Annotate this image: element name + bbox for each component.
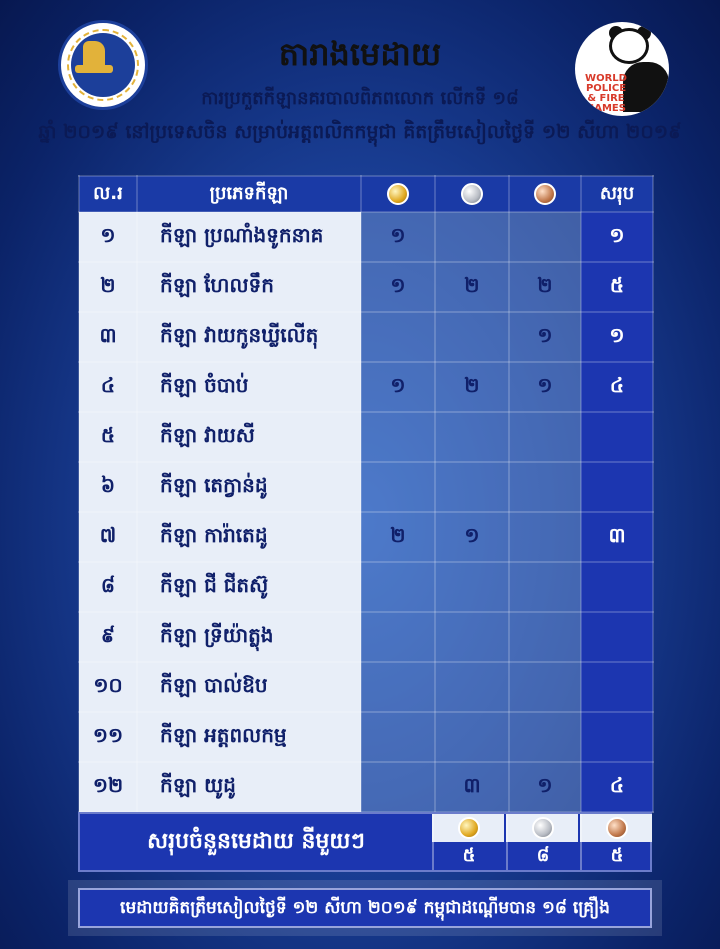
sport-name: កីឡា វាយសី — [137, 412, 361, 462]
sport-name: កីឡា យូដូ — [137, 762, 361, 812]
row-number: ១២ — [79, 762, 137, 812]
world-police-fire-games-logo: WORLD POLICE & FIRE GAMES — [575, 22, 669, 116]
total-count: ១ — [581, 312, 653, 362]
total-count — [581, 662, 653, 712]
silver-count — [435, 712, 509, 762]
sport-name: កីឡា អត្តពលកម្ម — [137, 712, 361, 762]
row-number: ១ — [79, 212, 137, 262]
bronze-count: ១ — [509, 362, 581, 412]
gold-medal-icon — [387, 183, 409, 205]
table-row — [79, 312, 653, 362]
row-number: ៧ — [79, 512, 137, 562]
gold-count: ១ — [361, 262, 435, 312]
summary-bronze-header — [580, 814, 652, 842]
medal-summary — [78, 812, 652, 872]
summary-silver-count: ៨ — [506, 842, 578, 870]
gold-count — [361, 762, 435, 812]
page-title: តារាងមេដាយ — [278, 35, 442, 73]
bronze-count — [509, 412, 581, 462]
total-count — [581, 712, 653, 762]
gold-count — [361, 562, 435, 612]
sport-name: កីឡា វាយកូនឃ្លីលើតុ — [137, 312, 361, 362]
table-row — [79, 612, 653, 662]
row-number: ៤ — [79, 362, 137, 412]
bronze-count — [509, 662, 581, 712]
row-number: ៥ — [79, 412, 137, 462]
silver-count — [435, 462, 509, 512]
gold-count: ២ — [361, 512, 435, 562]
column-header-total: សរុប — [581, 176, 653, 212]
total-count: ៤ — [581, 762, 653, 812]
bronze-count — [509, 562, 581, 612]
row-number: ១០ — [79, 662, 137, 712]
table-row — [79, 562, 653, 612]
gold-count — [361, 662, 435, 712]
summary-gold-header — [432, 814, 504, 842]
gold-medal-icon — [458, 817, 480, 839]
silver-count: ២ — [435, 262, 509, 312]
silver-count: ១ — [435, 512, 509, 562]
page-subtitle-date: ឆ្នាំ ២០១៩ នៅប្រទេសចិន សម្រាប់អត្តពលិកកម្ពុជា គិតត្រឹមសៀលថ្ងៃទី ១២ សីហា ២០១៩ — [38, 121, 682, 143]
gold-count — [361, 412, 435, 462]
bronze-count — [509, 512, 581, 562]
table-row — [79, 462, 653, 512]
bronze-count — [509, 462, 581, 512]
total-count — [581, 462, 653, 512]
summary-label: សរុបចំនួនមេដាយ នីមួយៗ — [147, 829, 365, 854]
bronze-medal-icon — [606, 817, 628, 839]
column-header-sport: ប្រភេទកីឡា — [137, 176, 361, 212]
medal-table — [78, 175, 654, 813]
gold-count — [361, 612, 435, 662]
row-number: ១១ — [79, 712, 137, 762]
silver-count: ២ — [435, 362, 509, 412]
gold-count — [361, 712, 435, 762]
silver-count — [435, 212, 509, 262]
sport-name: កីឡា ការ៉ាតេដូ — [137, 512, 361, 562]
column-header-silver — [435, 176, 509, 212]
sport-name: កីឡា បាល់ឱប — [137, 662, 361, 712]
sport-name: កីឡា ជី ជីតស៊ូ — [137, 562, 361, 612]
total-count: ៥ — [581, 262, 653, 312]
table-row — [79, 712, 653, 762]
gold-count: ១ — [361, 212, 435, 262]
table-row — [79, 362, 653, 412]
total-count: ៤ — [581, 362, 653, 412]
total-count: ១ — [581, 212, 653, 262]
column-header-bronze — [509, 176, 581, 212]
sport-name: កីឡា ទ្រីយ៉ាត្លុង — [137, 612, 361, 662]
silver-count — [435, 612, 509, 662]
row-number: ៣ — [79, 312, 137, 362]
table-row — [79, 512, 653, 562]
summary-gold-count: ៥ — [432, 842, 504, 870]
table-header-row — [79, 176, 653, 212]
table-row — [79, 762, 653, 812]
footer-note: មេដាយគិតត្រឹមសៀលថ្ងៃទី ១២ សីហា ២០១៩ កម្ពុជាដណ្ដើមបាន ១៨ គ្រឿង — [78, 888, 652, 928]
table-row — [79, 212, 653, 262]
silver-count — [435, 312, 509, 362]
total-count — [581, 612, 653, 662]
bronze-count: ១ — [509, 762, 581, 812]
bronze-count — [509, 712, 581, 762]
bronze-count — [509, 212, 581, 262]
sport-name: កីឡា តេក្វាន់ដូ — [137, 462, 361, 512]
total-count — [581, 412, 653, 462]
row-number: ៨ — [79, 562, 137, 612]
silver-count: ៣ — [435, 762, 509, 812]
bronze-count — [509, 612, 581, 662]
column-header-no: ល.រ — [79, 176, 137, 212]
silver-count — [435, 662, 509, 712]
sport-name: កីឡា ប្រណាំងទូកនាគ — [137, 212, 361, 262]
table-row — [79, 262, 653, 312]
gold-count — [361, 312, 435, 362]
row-number: ២ — [79, 262, 137, 312]
silver-medal-icon — [532, 817, 554, 839]
gold-count: ១ — [361, 362, 435, 412]
row-number: ៦ — [79, 462, 137, 512]
silver-medal-icon — [461, 183, 483, 205]
total-count — [581, 562, 653, 612]
bronze-count: ២ — [509, 262, 581, 312]
gold-count — [361, 462, 435, 512]
silver-count — [435, 562, 509, 612]
sport-name: កីឡា ចំបាប់ — [137, 362, 361, 412]
summary-silver-header — [506, 814, 578, 842]
bronze-count: ១ — [509, 312, 581, 362]
total-count: ៣ — [581, 512, 653, 562]
silver-count — [435, 412, 509, 462]
sport-name: កីឡា ហែលទឹក — [137, 262, 361, 312]
header — [0, 0, 720, 160]
table-row — [79, 412, 653, 462]
table-row — [79, 662, 653, 712]
bronze-medal-icon — [534, 183, 556, 205]
row-number: ៩ — [79, 612, 137, 662]
page-subtitle: ការប្រកួតកីឡានគរបាលពិភពលោក លើកទី ១៨ — [201, 88, 519, 109]
summary-bronze-count: ៥ — [580, 842, 652, 870]
column-header-gold — [361, 176, 435, 212]
